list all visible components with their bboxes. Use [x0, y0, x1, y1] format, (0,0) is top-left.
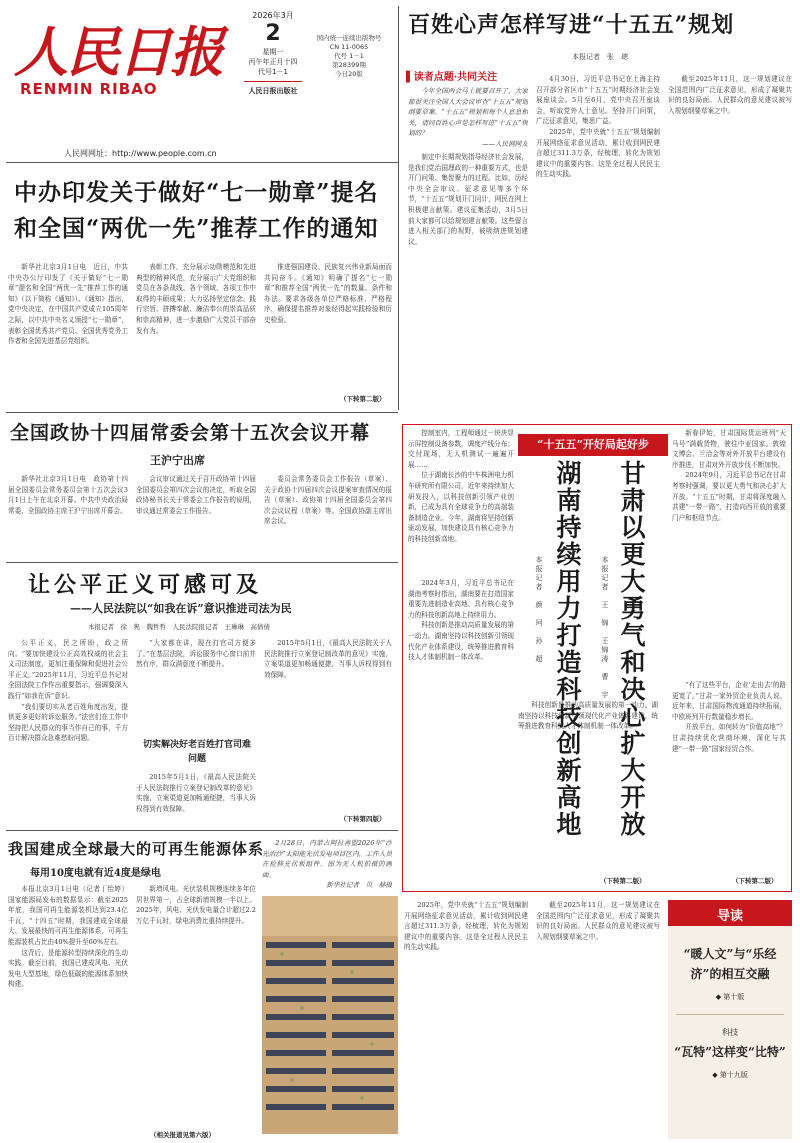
gansu-headline: 甘肃以更大勇气和决心扩大开放: [617, 460, 646, 838]
paragraph: 这背后，是能源转型持续深化的生动实践。截至目前，我国已建成风电、光伏发电大型基地，绿色低碳的能源体系加快构建。: [8, 948, 128, 989]
horizontal-rule: [6, 562, 398, 563]
horizontal-rule: [6, 830, 398, 831]
article-column: [408, 428, 514, 572]
paragraph: 控制室内，工程师通过一块块显示屏控制设备参数，调度产线分布；交付现场，无人机测试一遍遍开展……: [408, 429, 514, 469]
cppcc-subhead: 王沪宁出席: [150, 454, 205, 467]
caption-text: 2月28日，内蒙古阿拉善盟2026年“沙光治沙”太阳能光伏发电项目区内，工作人员在检修光伏板组件。图为无人机拍摄的画面。: [262, 839, 392, 879]
feature-tag: [518, 434, 668, 456]
masthead: [6, 4, 398, 159]
article-column: [518, 700, 658, 876]
date-box: [238, 10, 308, 130]
paragraph: 本报北京3月1日电（记者丁怡婷）国家能源局发布的数据显示：截至2025年底，我国可再生能源装机达到23.4亿千瓦，“十四五”时期，我国建成全球最大、发展最快的可再生能源体系，可再生能源装机占比由40%提升至60%左右。: [8, 885, 128, 946]
energy-subhead: 每用10度电就有近4度是绿电: [30, 868, 161, 879]
article-column: [8, 474, 128, 558]
article-column: [136, 884, 256, 1130]
article-column: [536, 74, 660, 404]
hunan-headline: 湖南持续用力打造科技创新高地: [553, 460, 582, 838]
issue-code: 代号1－1: [258, 68, 288, 76]
gansu-byline: 本报记者 王 锦 王锦涛 曹 宇: [601, 556, 609, 700]
paragraph: 截至2025年11月，这一规划建议在全国范围内广泛征求意见，形成了凝聚共识的良好局面。人民群众的意见建议被写入规划纲要草案之中。: [536, 901, 660, 941]
article-column: [264, 638, 392, 814]
website-line: 人民网网址：http://www.people.com.cn: [64, 149, 217, 158]
jump-note: （相关报道见第六版）: [150, 1131, 215, 1139]
article-column: [136, 772, 256, 824]
article-column: [136, 638, 256, 734]
fairness-byline: 本报记者 徐 隽 魏哲哲 人民法院报记者 王琳琳 高倩倩: [88, 623, 270, 631]
photo-caption: [262, 838, 392, 894]
guide-item-headline[interactable]: “瓦特”这样变“比特”: [674, 1045, 786, 1059]
paragraph: 位于湖南长沙的中车株洲电力机车研究所有限公司，近年来持续加大研发投入，以科技创新引领产业创新，已成为具有全球竞争力的高端装备制造企业。今年，湖南将坚持创新驱动发展，加快建设具有核心竞争力的科技创新高地。: [408, 471, 514, 543]
article-column: [8, 884, 128, 1136]
cppcc-headline: 全国政协十四届常委会第十五次会议开幕: [10, 422, 371, 444]
newspaper-logo: 人民日报: [14, 20, 222, 84]
article-column: [536, 900, 660, 1134]
guide-item[interactable]: [668, 1021, 792, 1086]
guide-item-page-label: 第十九版: [719, 1071, 748, 1079]
pub-info-box: [310, 34, 388, 79]
paragraph: 2024年3月，习近平总书记在湖南考察时指出，湖南要在打造国家重要先进制造业高地、具有核心竞争力的科技创新高地上持续用力。: [408, 579, 514, 619]
lead-headline-line2: 和全国“两优一先”推荐工作的通知: [14, 215, 379, 242]
article-column: [668, 74, 792, 404]
reader-question-text: 今年全国两会马上就要召开了，大家都很关注全国人大会议审查“十五五”规划纲要草案。“十五五”规划和每个人息息相关，请问百姓心声是怎样写进“十五五”规划的？: [408, 87, 528, 138]
issue-number: 第28399期: [332, 61, 366, 69]
guide-title: 导读: [668, 903, 792, 926]
guide-item[interactable]: [668, 926, 792, 1008]
photo-credit: 新华社记者 贝 赫摄: [326, 881, 392, 890]
article-column: [672, 428, 786, 678]
paragraph: 会议审议通过关于召开政协第十四届全国委员会第四次会议的决定，听取全国政协秘书长关于常委会工作报告的说明，审议通过常委会工作报告。: [136, 475, 256, 515]
guide-divider: [676, 1014, 784, 1015]
paragraph: 新春伊始，甘肃国际货运班列“天马号”满载货物，驶往中亚国家。敦煌文博会、兰洽会等对外开放平台建设有序推进，甘肃对外开放步伐不断加快。: [672, 429, 786, 469]
jump-note: （下转第四版）: [340, 815, 386, 823]
paragraph: 新华社北京3月1日电 政协第十四届全国委员会常务委员会第十五次会议3月1日上午在北京开幕。中共中央政治局常委、全国政协主席王沪宁出席开幕会。: [8, 475, 128, 515]
article-column: [264, 262, 392, 392]
publisher-name: 人民日报出版社: [248, 87, 298, 95]
horizontal-rule: [6, 162, 398, 163]
paragraph: 2025年，党中央就“十五五”规划编制开展网络征求意见活动，累计收到网民建言超过311.3万条，经梳理，转化为规划建议中的重要内容。这是全过程人民民主的生动实践。: [536, 127, 660, 179]
column-tag-label: 读者点题·共同关注: [413, 72, 498, 83]
energy-headline: 我国建成全球最大的可再生能源体系: [8, 840, 265, 858]
paragraph: 新增风电、光伏装机规模连续多年位居世界第一，占全球新增规模一半以上。2025年，风电、光伏发电量合计超过2.2万亿千瓦时，绿电消费比重持续提升。: [136, 885, 256, 925]
reader-question: [408, 86, 528, 148]
feature-tag-label: “十五五”开好局起好步: [537, 438, 649, 451]
jump-note: （下转第二版）: [340, 395, 386, 403]
pub-info-line: CN 11-0065: [329, 43, 369, 51]
article-column: [8, 638, 128, 824]
column-divider: [398, 6, 399, 410]
paragraph: “我们要切实从老百姓角度出发，提供更多更好的诉讼服务。”法官们在工作中坚持把人民群众的事当作自己的事，千方百计解决群众急难愁盼问题。: [8, 702, 128, 743]
section-subhead: 切实解决好老百姓打官司难问题: [142, 740, 251, 764]
article-column: [8, 262, 128, 402]
top-story-headline: 百姓心声怎样写进“十五五”规划: [408, 12, 735, 38]
tag-marker-icon: ▌: [406, 72, 414, 83]
pub-info-line: 国内统一连续出版物号: [316, 34, 382, 42]
paragraph: 截至2025年11月，这一规划建议在全国范围内广泛征求意见，形成了凝聚共识的良好局面。人民群众的意见建议被写入规划纲要草案之中。: [668, 75, 792, 115]
horizontal-rule: [6, 412, 398, 413]
paragraph: 2015年5月1日，《最高人民法院关于人民法院推行立案登记制改革的意见》实施，立案渠道更加畅通便捷，当事人诉权得到有效保障。: [264, 639, 392, 679]
logo-pinyin: RENMIN RIBAO: [20, 80, 158, 98]
paragraph: “大家都在讲，现在打官司方便多了。”在基层法院，诉讼服务中心窗口前井然有序，群众满意度不断提升。: [136, 639, 256, 669]
pub-info-line: 代号 1－1: [334, 52, 364, 60]
jump-note: （下转第二版）: [732, 877, 778, 885]
guide-item-page: ◆ 第十版: [715, 993, 745, 1001]
paragraph: 表彰工作，充分展示功勋模范和先进典型的精神风范，充分展示广大党组织和党员在各条战线、各个领域、各项工作中取得的丰硕成果；大力弘扬坚定信念、践行宗旨、拼搏奉献、廉洁奉公的崇高品质和崇高精神，进一步激励广大党员干部奋发有为。: [136, 263, 256, 335]
lunar-date: 丙午年正月十四: [248, 58, 298, 66]
paragraph: 制定中长期规划指导经济社会发展，是我们党治国理政的一种重要方式，也是开门问策、集智聚力的过程。比如，历经中央全会审议、征求意见等多个环节，“十五五”规划开门问计，网民在网上积极建言献策。建议征集活动，3月5日前大家都可以给规划建言献策。这些留言进入相关部门的视野，被吸纳进规划建议。: [408, 153, 528, 246]
guide-item-headline[interactable]: “暖人文”与“乐经济”的相互交融: [683, 947, 777, 981]
paragraph: 2015年5月1日，《最高人民法院关于人民法院推行立案登记制改革的意见》实施，立案渠道更加畅通便捷，当事人诉权得到有效保障。: [136, 773, 256, 813]
article-column: [408, 578, 514, 874]
jump-note: （下转第二版）: [600, 877, 646, 885]
article-column: [136, 474, 256, 558]
paragraph: 公平正义，民之所盼，政之所向。“要加快建设公正高效权威的社会主义司法制度，更加注重保障和促进社会公平正义。”2025年11月，习近平总书记对全国法院工作作出重要指示，强调要深入践行“如我在诉”意识。: [8, 639, 128, 700]
paragraph: 推进强国建设、民族复兴伟业新局面而共同奋斗。《通知》明确了提名“七一勋章”和推荐全国“两优一先”的数量、条件和办法。要求各级各单位严格标准、严格程序，确保提名推荐对象经得起实践检验和历史检验。: [264, 263, 392, 324]
page-count: 今日20版: [335, 70, 363, 78]
article-column: [404, 900, 528, 1134]
hunan-byline: 本报记者 颜 珂 孙 超: [535, 556, 543, 664]
guide-item-page-label: 第十版: [723, 993, 745, 1001]
guide-panel: [668, 900, 792, 1139]
article-column: [264, 474, 392, 558]
paragraph: 科技创新是推动高质量发展的第一动力。湖南坚持以科技创新引领现代化产业体系建设，统筹推进教育科技人才体制机制一体改革。: [408, 621, 514, 662]
fairness-subhead: ——人民法院以“如我在诉”意识推进司法为民: [70, 602, 292, 615]
article-column: [136, 262, 256, 402]
article-column: [672, 680, 786, 876]
lead-headline-line1: 中办印发关于做好“七一勋章”提名: [14, 179, 379, 206]
article-column: [408, 152, 528, 404]
weekday: 星期一: [262, 48, 284, 56]
top-story-byline: 本报记者 张 璁: [572, 53, 628, 61]
paragraph: 开放平台，如何转为“价值高地”？甘肃持续优化营商环境，深化与共建“一带一路”国家经贸合作。: [672, 723, 786, 753]
paragraph: 科技创新是推动高质量发展的第一动力。湖南坚持以科技创新引领现代化产业体系建设，统筹推进教育科技人才体制机制一体改革。: [518, 701, 658, 731]
paragraph: 4月30日，习近平总书记在上海主持召开部分省区市“十五五”时期经济社会发展座谈会。5月至6月，党中央召开座谈会，听取党外人士意见。坚持开门问策，广泛征求意见，集思广益。: [536, 75, 660, 126]
paragraph: 委员会常务委员会工作报告（草案）、关于政协十四届四次会议提案审查情况的报告（草案）、政协第十四届全国委员会第四次会议议程（草案）等。全国政协副主席出席会议。: [264, 475, 392, 526]
date-day: 2: [265, 21, 281, 46]
column-tag: [406, 68, 497, 83]
date-year-month: 2026年3月: [252, 11, 294, 20]
red-divider: [244, 81, 302, 82]
reader-question-sign: ——人民网网友: [481, 139, 528, 148]
guide-item-page: ◆ 第十九版: [712, 1071, 748, 1079]
fairness-headline: 让公平正义可感可及: [28, 572, 263, 598]
paragraph: 2024年9月，习近平总书记在甘肃考察时强调，要以更大勇气和决心扩大开放。“十五五”时期，甘肃将深度融入共建“一带一路”，打造向西开放的重要门户和枢纽节点。: [672, 471, 786, 522]
paragraph: “有了这些平台，企业‘走出去’的路更宽了。”甘肃一家外贸企业负责人说。近年来，甘肃国际物流通道持续拓展，中欧班列开行数量稳步增长。: [672, 681, 786, 721]
paragraph: 新华社北京3月1日电 近日，中共中央办公厅印发了《关于做好“七一勋章”提名和全国“两优一先”推荐工作的通知》（以下简称《通知》）。《通知》指出，党中央决定，在中国共产党成立105周年之际，以中共中央名义颁授“七一勋章”，表彰全国优秀共产党员、全国优秀党务工作者和全国先进基层党组织。: [8, 263, 128, 346]
solar-farm-photo: [262, 896, 398, 1134]
paragraph: 2025年，党中央就“十五五”规划编制开展网络征求意见活动，累计收到网民建言超过311.3万条，经梳理，转化为规划建议中的重要内容。这是全过程人民民主的生动实践。: [404, 901, 528, 952]
guide-item-kicker: 科技: [722, 1028, 738, 1037]
